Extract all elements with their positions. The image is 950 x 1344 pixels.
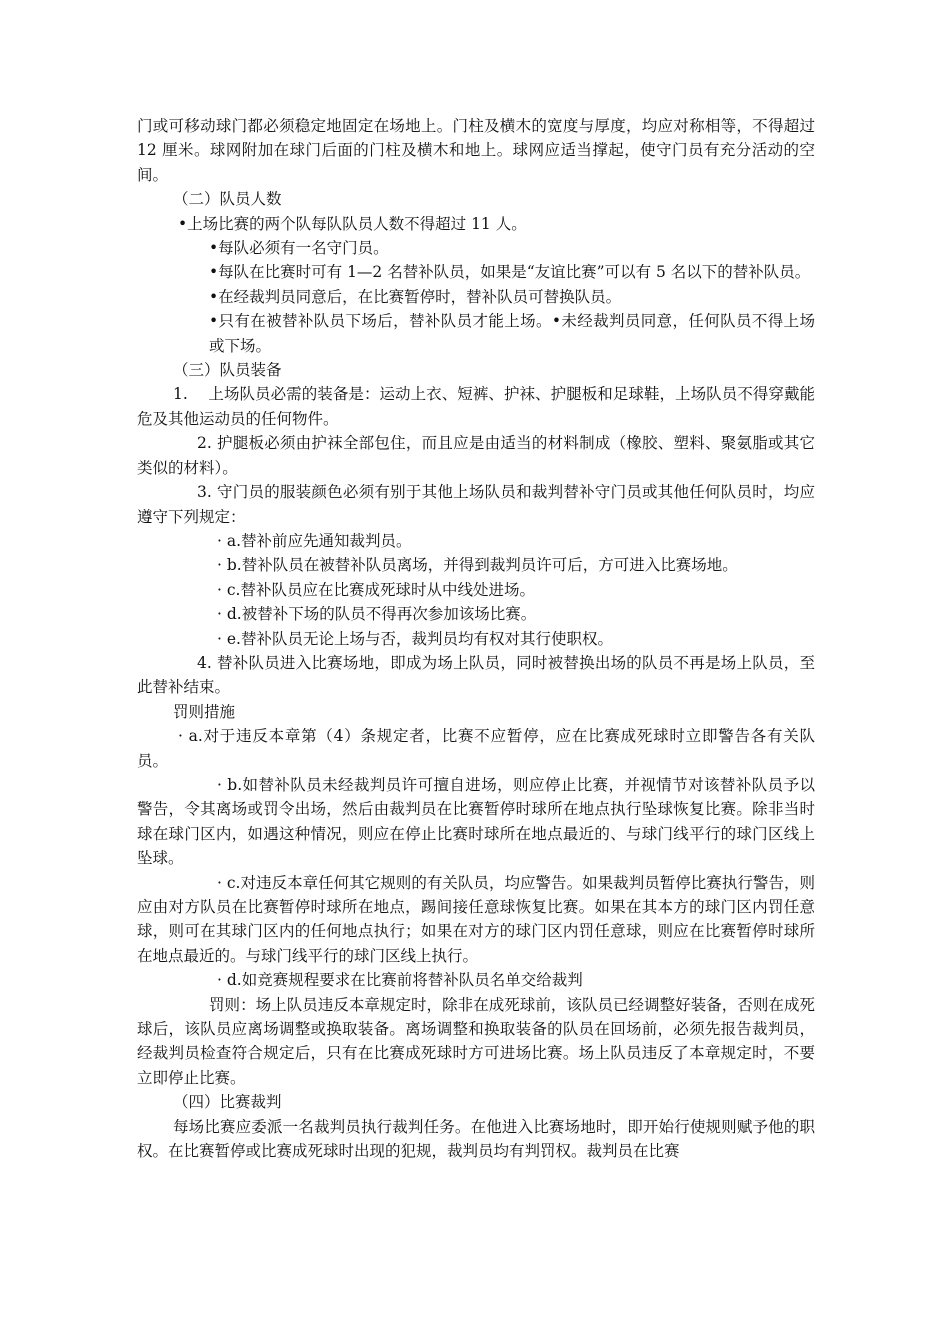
heading-player-count: （二）队员人数 [173, 190, 282, 209]
penalty-b: · b.如替补队员未经裁判员许可擅自进场，则应停止比赛，并视情节对该替补队员予以警告，令其离场或罚令出场，然后由裁判员在比赛暂停时球所在地点执行坠球恢复比赛。除非当时球在球门区内，如遇这种情况，则应在停止比赛时球所在地点最近的、与球门线平行的球门区线上坠球。 [137, 775, 815, 868]
paragraph-referee-duties: 每场比赛应委派一名裁判员执行裁判任务。在他进入比赛场地时，即开始行使规则赋予他的职权。在比赛暂停或比赛成死球时出现的犯规，裁判员均有判罚权。裁判员在比赛 [137, 1117, 815, 1161]
bullet-substitutes: •每队在比赛时可有 1—2 名替补队员，如果是“友谊比赛”可以有 5 名以下的替补队员。 [209, 263, 811, 282]
rule-d-no-return: · d.被替补下场的队员不得再次参加该场比赛。 [217, 605, 537, 624]
item-goalkeeper-colors: 3. 守门员的服装颜色必须有别于其他上场队员和裁判替补守门员或其他任何队员时，均应遵守下列规定： [137, 483, 815, 526]
rule-a-notify-referee: · a.替补前应先通知裁判员。 [217, 531, 412, 550]
bullet-substitution-consent: •在经裁判员同意后，在比赛暂停时，替补队员可替换队员。 [209, 287, 622, 306]
bullet-substitution-order: •只有在被替补队员下场后，替补队员才能上场。•未经裁判员同意，任何队员不得上场或下场。 [209, 312, 815, 355]
document-body [137, 114, 815, 1163]
item-shin-guards: 2. 护腿板必须由护袜全部包住，而且应是由适当的材料制成（橡胶、塑料、聚氨脂或其它类似的材料）。 [137, 434, 815, 477]
rule-e-referee-authority: · e.替补队员无论上场与否，裁判员均有权对其行使职权。 [217, 629, 613, 648]
rule-b-enter-field: · b.替补队员在被替补队员离场，并得到裁判员许可后，方可进入比赛场地。 [217, 556, 738, 575]
penalty-equipment: 罚则：场上队员违反本章规定时，除非在成死球前，该队员已经调整好装备，否则在成死球后，该队员应离场调整或换取装备。离场调整和换取装备的队员在回场前，必须先报告裁判员，经裁判员检查符合规定后，只有在比赛成死球时方可进场比赛。场上队员违反了本章规定时，不要立即停止比赛。 [137, 995, 815, 1087]
penalty-a: · a.对于违反本章第（4）条规定者，比赛不应暂停，应在比赛成死球时立即警告各有关队员。 [137, 727, 815, 770]
item-required-equipment: 1. 上场队员必需的装备是：运动上衣、短裤、护袜、护腿板和足球鞋，上场队员不得穿戴能危及其他运动员的任何物件。 [137, 385, 815, 428]
penalty-d: · d.如竞赛规程要求在比赛前将替补队员名单交给裁判 [217, 971, 583, 990]
heading-referee: （四）比赛裁判 [173, 1093, 282, 1112]
bullet-goalkeeper: •每队必须有一名守门员。 [209, 239, 389, 258]
bullet-max-players: •上场比赛的两个队每队队员人数不得超过 11 人。 [178, 214, 527, 233]
item-substitution-complete: 4. 替补队员进入比赛场地，即成为场上队员，同时被替换出场的队员不再是场上队员，至此替补结束。 [137, 653, 815, 697]
heading-player-equipment: （三）队员装备 [173, 361, 282, 380]
paragraph-goal-fixing: 门或可移动球门都必须稳定地固定在场地上。门柱及横木的宽度与厚度，均应对称相等，不得超过 12 厘米。球网附加在球门后面的门柱及横木和地上。球网应适当撑起，使守门员有充分活动的空间。 [137, 117, 815, 184]
heading-penalties: 罚则措施 [173, 702, 236, 721]
penalty-c: · c.对违反本章任何其它规则的有关队员，均应警告。如果裁判员暂停比赛执行警告，则应由对方队员在比赛暂停时球所在地点，踢间接任意球恢复比赛。如果在其本方的球门区内罚任意球，则可在其球门区内的任何地点执行；如果在对方的球门区内罚任意球，则应在比赛暂停时球所在地点最近的。与球门线平行的球门区线上执行。 [137, 873, 815, 965]
rule-c-halfway-line: · c.替补队员应在比赛成死球时从中线处进场。 [217, 580, 535, 599]
